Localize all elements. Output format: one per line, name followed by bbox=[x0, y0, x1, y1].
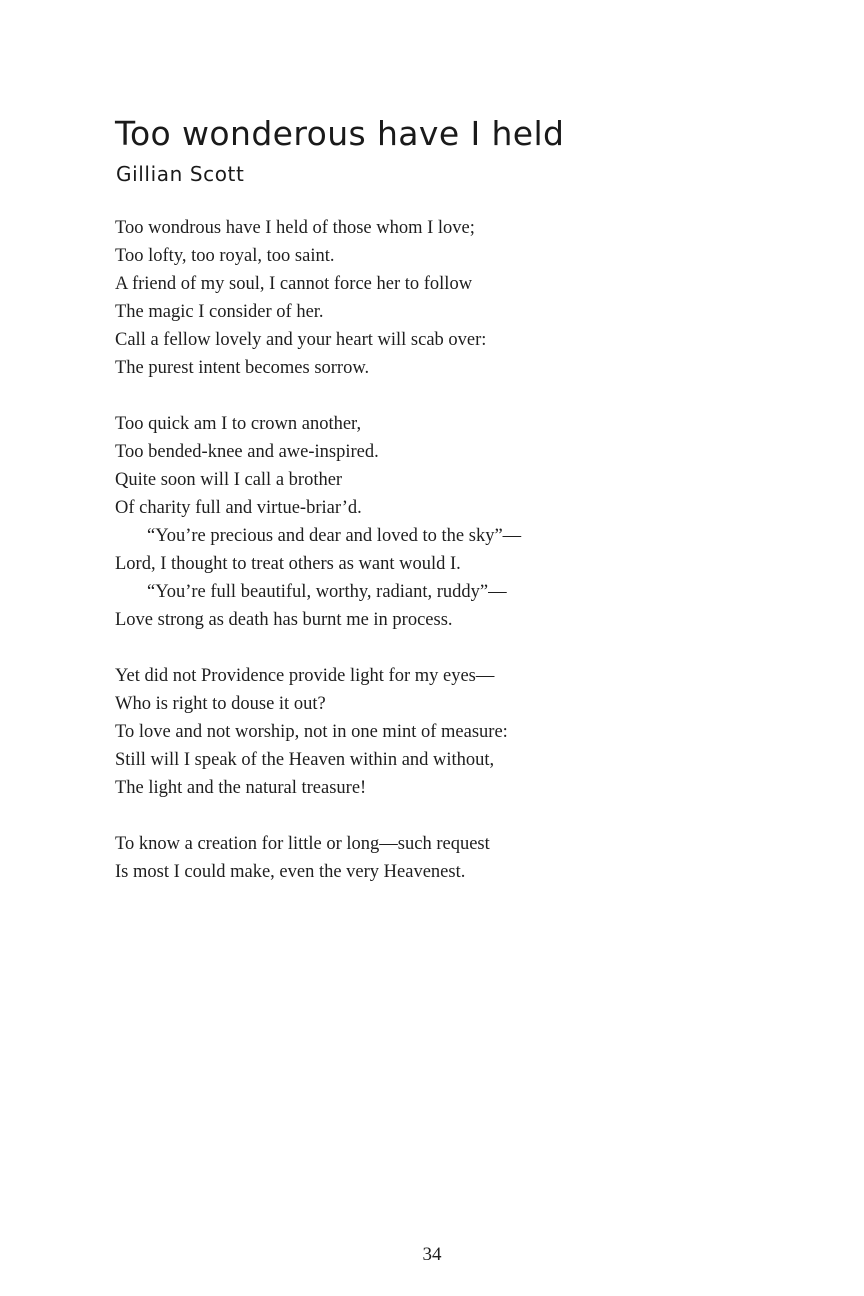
poem-author: Gillian Scott bbox=[116, 162, 245, 186]
poem-line: “You’re precious and dear and loved to the sky”— bbox=[147, 526, 522, 546]
poem-line: Yet did not Providence provide light for my eyes— bbox=[115, 666, 495, 686]
poem-line: Lord, I thought to treat others as want would I. bbox=[115, 554, 461, 574]
poem-line: To know a creation for little or long—such request bbox=[115, 834, 490, 854]
poem-line: Call a fellow lovely and your heart will scab over: bbox=[115, 330, 487, 350]
poem-line: Quite soon will I call a brother bbox=[115, 470, 343, 490]
stanza bbox=[115, 662, 795, 802]
poem-line: The purest intent becomes sorrow. bbox=[115, 358, 370, 378]
stanza bbox=[115, 410, 795, 634]
poem-line: A friend of my soul, I cannot force her to follow bbox=[115, 274, 473, 294]
poem-line: Love strong as death has burnt me in process. bbox=[115, 610, 453, 630]
poem-line: Who is right to douse it out? bbox=[115, 694, 326, 714]
poem-line: Is most I could make, even the very Heavenest. bbox=[115, 862, 466, 882]
poem-line: To love and not worship, not in one mint of measure: bbox=[115, 722, 508, 742]
poem-line: The magic I consider of her. bbox=[115, 302, 324, 322]
poem-line: The light and the natural treasure! bbox=[115, 778, 367, 798]
poem-body bbox=[115, 214, 795, 914]
page-number: 34 bbox=[422, 1244, 442, 1265]
stanza bbox=[115, 830, 795, 886]
poem-line: Of charity full and virtue-briar’d. bbox=[115, 498, 362, 518]
poem-title: Too wonderous have I held bbox=[115, 114, 565, 153]
poem-line: Still will I speak of the Heaven within and without, bbox=[115, 750, 495, 770]
stanza bbox=[115, 214, 795, 382]
poem-line: Too wondrous have I held of those whom I love; bbox=[115, 218, 475, 238]
poem-line: Too lofty, too royal, too saint. bbox=[115, 246, 335, 266]
poem-line: “You’re full beautiful, worthy, radiant, ruddy”— bbox=[147, 582, 507, 602]
poem-line: Too quick am I to crown another, bbox=[115, 414, 362, 434]
poem-line: Too bended-knee and awe-inspired. bbox=[115, 442, 379, 462]
